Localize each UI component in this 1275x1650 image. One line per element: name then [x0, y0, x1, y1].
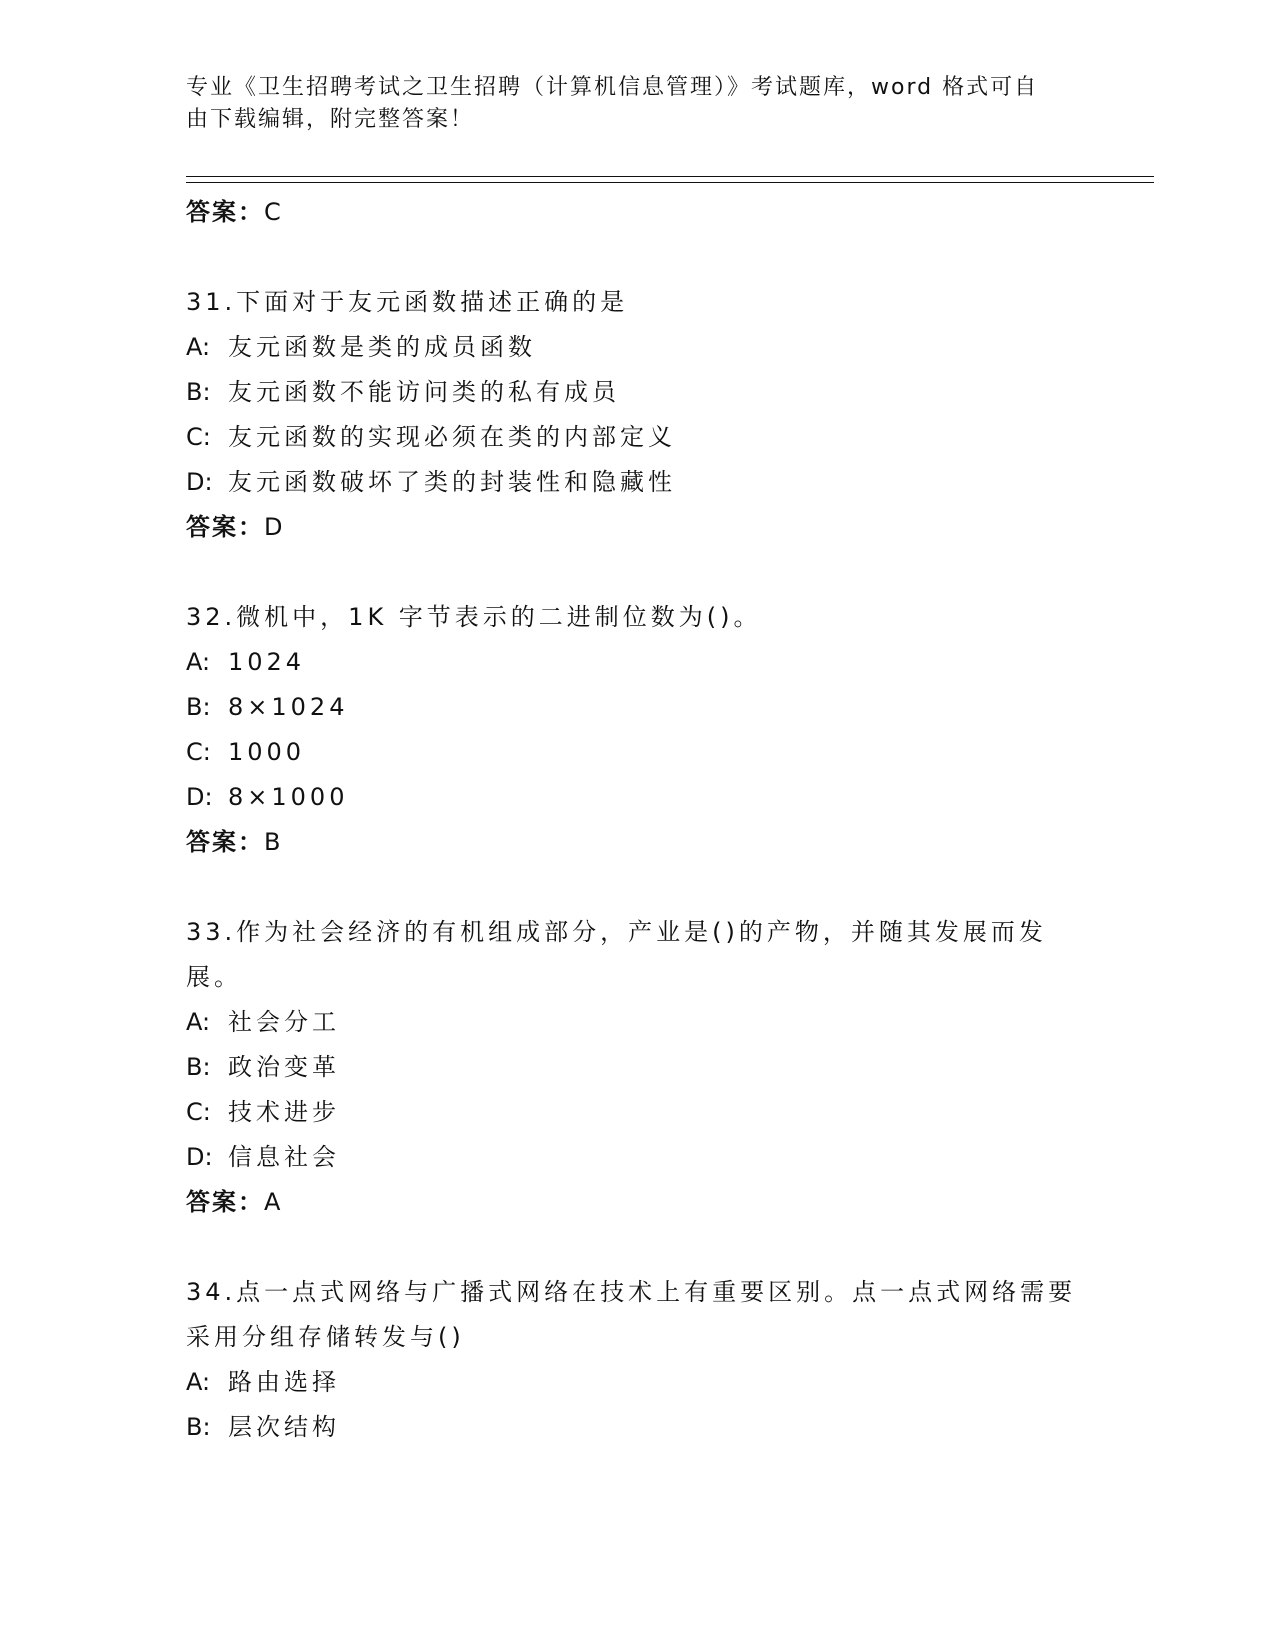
option-text: 技术进步 — [228, 1098, 340, 1126]
answer-line — [186, 820, 1086, 864]
question-text — [186, 280, 1086, 325]
option-a — [186, 325, 1086, 370]
option-text: 友元函数是类的成员函数 — [228, 333, 536, 361]
question-stem: 作为社会经济的有机组成部分，产业是()的产物，并随其发展而发展。 — [186, 918, 1047, 991]
option-b — [186, 1045, 1086, 1090]
question-number: 31. — [186, 288, 237, 316]
option-a — [186, 1000, 1086, 1045]
option-key: B: — [186, 1413, 211, 1441]
option-key: A: — [186, 648, 211, 676]
option-key: D: — [186, 468, 213, 496]
question-list — [186, 190, 1086, 1450]
option-c — [186, 1090, 1086, 1135]
option-text: 政治变革 — [228, 1053, 340, 1081]
option-key: A: — [186, 1008, 211, 1036]
option-text: 1024 — [228, 648, 306, 676]
option-text: 路由选择 — [228, 1368, 340, 1396]
option-key: D: — [186, 783, 213, 811]
option-text: 信息社会 — [228, 1143, 340, 1171]
document-header — [186, 72, 1066, 136]
question-text — [186, 1270, 1086, 1360]
question-block — [186, 1270, 1086, 1450]
answer-line — [186, 1180, 1086, 1224]
answer-value: B — [264, 828, 282, 856]
option-key: B: — [186, 1053, 211, 1081]
option-b — [186, 370, 1086, 415]
question-stem: 微机中，1K 字节表示的二进制位数为()。 — [236, 603, 762, 631]
option-d — [186, 1135, 1086, 1180]
answer-label: 答案： — [186, 1188, 264, 1216]
header-line-2: 由下载编辑，附完整答案！ — [186, 107, 475, 132]
question-stem: 点一点式网络与广播式网络在技术上有重要区别。点一点式网络需要采用分组存储转发与() — [186, 1278, 1077, 1351]
option-text: 层次结构 — [228, 1413, 340, 1441]
option-key: D: — [186, 1143, 213, 1171]
header-divider-bottom — [186, 182, 1154, 183]
question-stem: 下面对于友元函数描述正确的是 — [236, 288, 629, 316]
option-key: C: — [186, 423, 211, 451]
question-text — [186, 595, 1086, 640]
option-text: 友元函数的实现必须在类的内部定义 — [228, 423, 676, 451]
question-block — [186, 280, 1086, 549]
option-key: C: — [186, 1098, 211, 1126]
answer-label: 答案： — [186, 828, 264, 856]
option-text: 8×1024 — [228, 693, 349, 721]
answer-value: D — [264, 513, 284, 541]
option-b — [186, 1405, 1086, 1450]
question-number: 32. — [186, 603, 237, 631]
option-a — [186, 1360, 1086, 1405]
question-number: 34. — [186, 1278, 237, 1306]
question-number: 33. — [186, 918, 237, 946]
answer-value: A — [264, 1188, 282, 1216]
header-line-1: 专业《卫生招聘考试之卫生招聘（计算机信息管理）》考试题库，word 格式可自 — [186, 75, 1039, 100]
option-b — [186, 685, 1086, 730]
option-text: 社会分工 — [228, 1008, 340, 1036]
option-text: 1000 — [228, 738, 306, 766]
option-c — [186, 730, 1086, 775]
option-key: B: — [186, 693, 211, 721]
option-key: B: — [186, 378, 211, 406]
answer-line — [186, 190, 1086, 234]
header-divider-top — [186, 176, 1154, 177]
option-key: C: — [186, 738, 211, 766]
option-key: A: — [186, 333, 211, 361]
answer-line — [186, 505, 1086, 549]
option-text: 8×1000 — [228, 783, 349, 811]
option-a — [186, 640, 1086, 685]
option-c — [186, 415, 1086, 460]
option-text: 友元函数不能访问类的私有成员 — [228, 378, 620, 406]
question-block — [186, 595, 1086, 864]
option-key: A: — [186, 1368, 211, 1396]
question-text — [186, 910, 1086, 1000]
answer-label: 答案： — [186, 198, 264, 226]
question-block — [186, 910, 1086, 1224]
answer-value: C — [264, 198, 282, 226]
answer-label: 答案： — [186, 513, 264, 541]
option-d — [186, 460, 1086, 505]
option-d — [186, 775, 1086, 820]
option-text: 友元函数破坏了类的封装性和隐藏性 — [228, 468, 676, 496]
